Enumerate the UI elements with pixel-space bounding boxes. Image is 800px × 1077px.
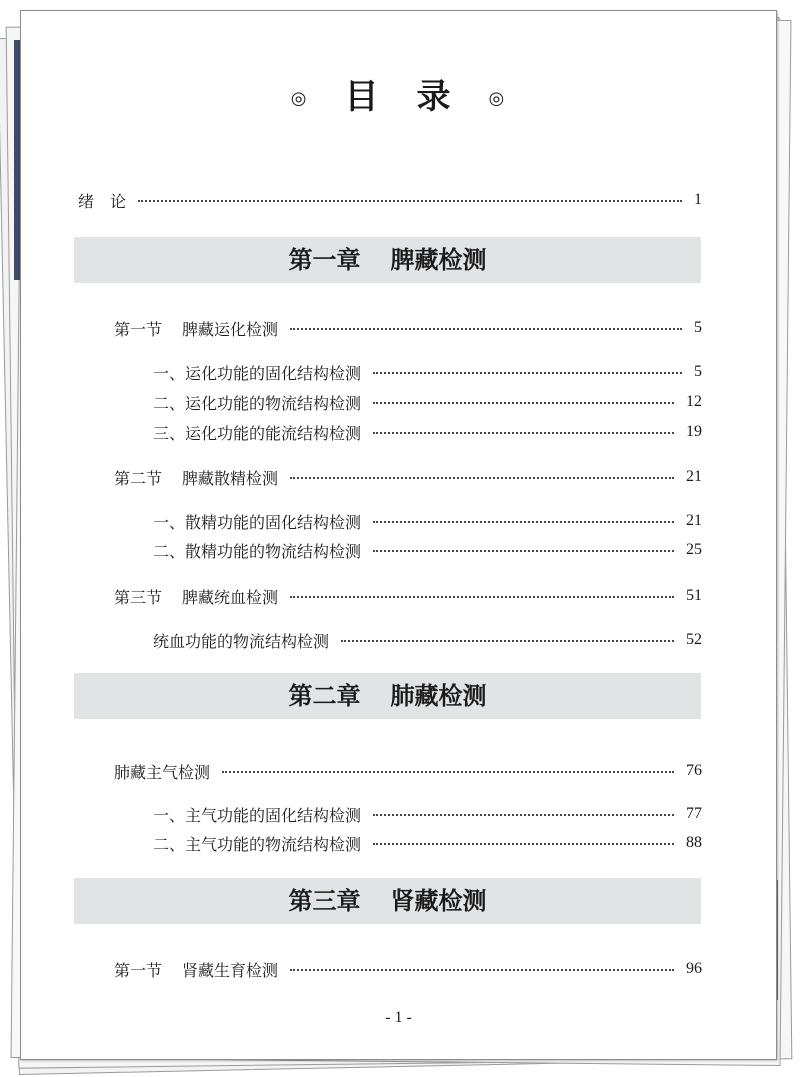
toc-section[interactable]: [114, 760, 702, 782]
leader-dots: [290, 596, 674, 598]
toc-item-label: 二、主气功能的物流结构检测: [153, 834, 362, 854]
chapter-title: 肺藏检测: [390, 681, 487, 710]
toc-item[interactable]: [153, 832, 702, 854]
toc-item[interactable]: [153, 391, 702, 413]
section-title: 脾藏散精检测: [182, 468, 279, 488]
leader-dots: [341, 640, 674, 642]
toc-page-number: 76: [686, 762, 702, 779]
leader-dots: [373, 843, 674, 845]
toc-page-number: 5: [694, 319, 702, 336]
section-number: 第一节: [114, 319, 163, 339]
toc-item-label: 二、散精功能的物流结构检测: [153, 541, 362, 561]
toc-page-number: 52: [686, 631, 702, 648]
ornament-icon: ◎: [488, 88, 507, 109]
toc-item[interactable]: [153, 510, 702, 532]
chapter-title: 脾藏检测: [390, 245, 487, 274]
leader-dots: [290, 969, 674, 971]
toc-page-number: 88: [686, 834, 702, 851]
toc-item-label: 一、主气功能的固化结构检测: [153, 805, 362, 825]
toc-page-number: 96: [686, 960, 702, 977]
toc-item-label: 三、运化功能的能流结构检测: [153, 423, 362, 443]
toc-item[interactable]: [153, 361, 702, 383]
page-title: [21, 69, 776, 118]
page-footer-number: - 1 -: [385, 1009, 412, 1026]
chapter-heading[interactable]: [74, 878, 701, 924]
toc-page-number: 25: [686, 541, 702, 558]
toc-page-number: 1: [694, 191, 702, 208]
toc-item-label: 一、散精功能的固化结构检测: [153, 512, 362, 532]
leader-dots: [222, 771, 674, 773]
toc-page-number: 21: [686, 468, 702, 485]
toc-entry-intro[interactable]: [78, 189, 702, 211]
section-number: 第二节: [114, 468, 163, 488]
leader-dots: [373, 550, 674, 552]
chapter-number: 第一章: [288, 245, 361, 274]
toc-section[interactable]: [114, 466, 702, 488]
leader-dots: [373, 521, 674, 523]
title-char: 录: [416, 77, 453, 117]
toc-item[interactable]: [153, 539, 702, 561]
toc-item-label: 统血功能的物流结构检测: [153, 631, 330, 651]
toc-section[interactable]: [114, 958, 702, 980]
leader-dots: [290, 477, 674, 479]
toc-section[interactable]: [114, 585, 702, 607]
toc-item[interactable]: [153, 629, 702, 651]
leader-dots: [373, 372, 682, 374]
toc-page-number: 77: [686, 805, 702, 822]
toc-page: [20, 10, 777, 1060]
chapter-heading[interactable]: [74, 237, 701, 283]
ornament-icon: ◎: [290, 88, 309, 109]
toc-item-label: 二、运化功能的物流结构检测: [153, 393, 362, 413]
chapter-heading[interactable]: [74, 673, 701, 719]
leader-dots: [138, 200, 682, 202]
section-title: 脾藏统血检测: [182, 587, 279, 607]
chapter-number: 第二章: [288, 681, 361, 710]
toc-section[interactable]: [114, 317, 702, 339]
toc-page-number: 5: [694, 363, 702, 380]
toc-item-label: 一、运化功能的固化结构检测: [153, 363, 362, 383]
chapter-title: 肾藏检测: [390, 886, 487, 915]
section-title: 脾藏运化检测: [182, 319, 279, 339]
toc-page-number: 19: [686, 423, 702, 440]
title-char: 目: [344, 77, 381, 117]
section-number: 第一节: [114, 960, 163, 980]
toc-item[interactable]: [153, 421, 702, 443]
leader-dots: [373, 432, 674, 434]
toc-entry-label: 绪 论: [78, 191, 127, 211]
toc-page-number: 21: [686, 512, 702, 529]
toc-item[interactable]: [153, 803, 702, 825]
toc-page-number: 12: [686, 393, 702, 410]
leader-dots: [290, 328, 682, 330]
leader-dots: [373, 402, 674, 404]
leader-dots: [373, 814, 674, 816]
chapter-number: 第三章: [288, 886, 361, 915]
section-title: 肾藏生育检测: [182, 960, 279, 980]
toc-page-number: 51: [686, 587, 702, 604]
section-title: 肺藏主气检测: [114, 762, 211, 782]
section-number: 第三节: [114, 587, 163, 607]
